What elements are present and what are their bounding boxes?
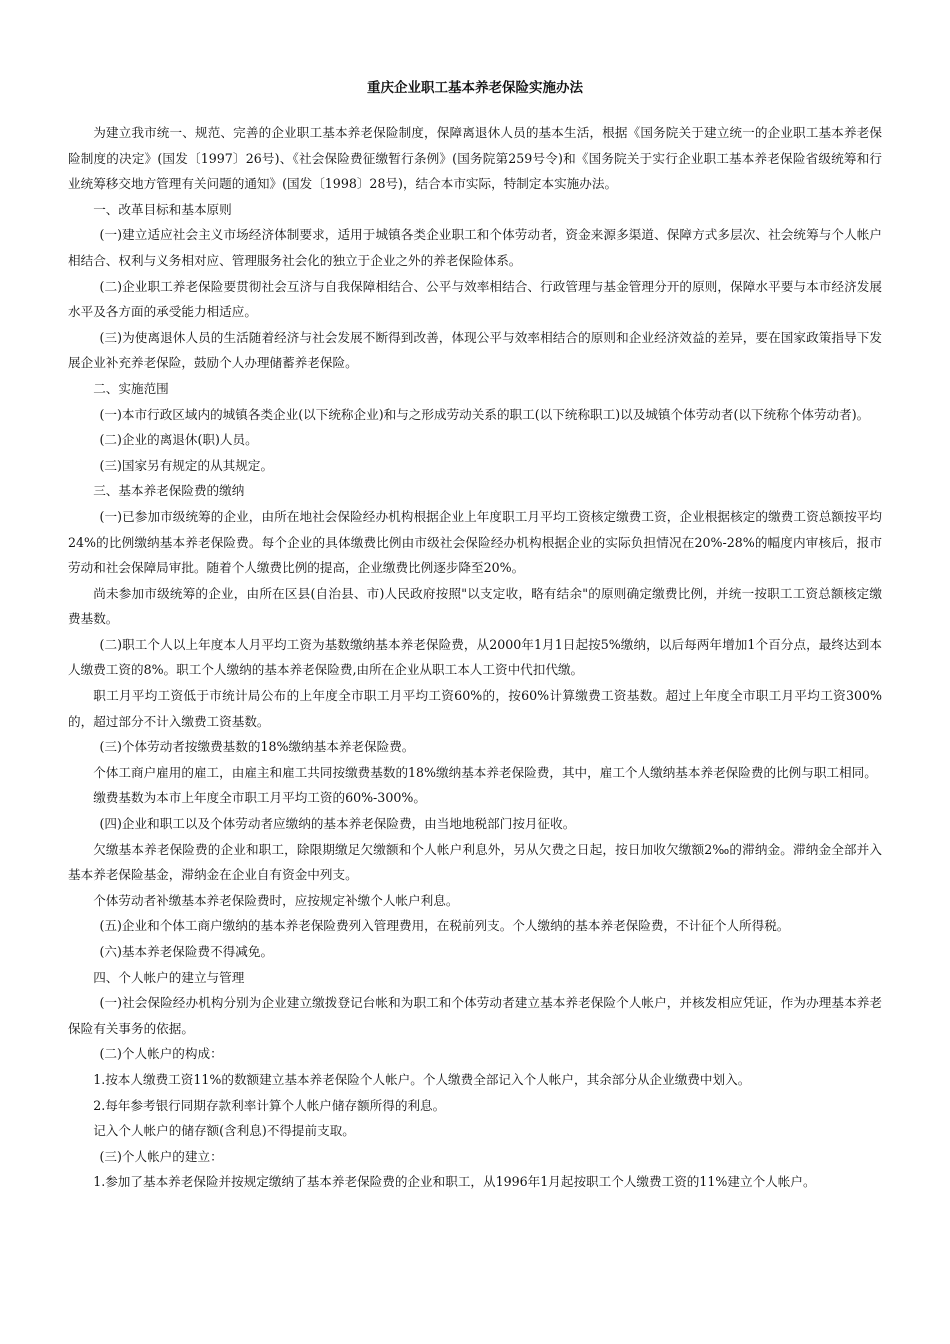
document-title: 重庆企业职工基本养老保险实施办法 — [367, 80, 583, 96]
paragraph: 一、改革目标和基本原则 — [93, 201, 232, 217]
paragraph: 欠缴基本养老保险费的企业和职工，除限期缴足欠缴额和个人帐户利息外，另从欠费之日起，按日加收欠缴额2‰的滞纳金。滞纳金全部并入基本养老保险基金，滞纳金在企业自有资金中列支。 — [68, 841, 882, 883]
paragraph: (三)个人帐户的建立： — [99, 1148, 223, 1164]
paragraph: 四、个人帐户的建立与管理 — [93, 969, 245, 985]
paragraph: (一)社会保险经办机构分别为企业建立缴拨登记台帐和为职工和个体劳动者建立基本养老保险个人帐户，并核发相应凭证，作为办理基本养老保险有关事务的依据。 — [68, 995, 882, 1036]
paragraph: 1.参加了基本养老保险并按规定缴纳了基本养老保险费的企业和职工，从1996年1月起按职工个人缴费工资的11%建立个人帐户。 — [93, 1174, 816, 1190]
paragraph: 为建立我市统一、规范、完善的企业职工基本养老保险制度，保障离退休人员的基本生活，根据《国务院关于建立统一的企业职工基本养老保险制度的决定》(国发〔1997〕26号)、《社会保险费征缴暂行条例》(国务院第259号令)和《国务院关于实行企业职工基本养老保险省级统筹和行业统筹移交地方管理有关问题的通知》(国发〔1998〕28号)，结合本市实际，特制定本实施办法。 — [68, 125, 882, 192]
paragraph: 三、基本养老保险费的缴纳 — [93, 483, 245, 499]
paragraph: 缴费基数为本市上年度全市职工月平均工资的60%-300%。 — [93, 790, 426, 806]
paragraph: (五)企业和个体工商户缴纳的基本养老保险费列入管理费用，在税前列支。个人缴纳的基本养老保险费，不计征个人所得税。 — [99, 918, 790, 934]
paragraph: (三)国家另有规定的从其规定。 — [99, 457, 274, 473]
paragraph: 职工月平均工资低于市统计局公布的上年度全市职工月平均工资60%的，按60%计算缴费工资基数。超过上年度全市职工月平均工资300%的，超过部分不计入缴费工资基数。 — [68, 688, 882, 729]
paragraph: (二)职工个人以上年度本人月平均工资为基数缴纳基本养老保险费，从2000年1月1日起按5%缴纳，以后每两年增加1个百分点，最终达到本人缴费工资的8%。职工个人缴纳的基本养老保险费,由所在企业从职工本人工资中代扣代缴。 — [68, 636, 882, 678]
paragraph: 记入个人帐户的储存额(含利息)不得提前支取。 — [93, 1123, 355, 1139]
document-body — [68, 120, 882, 1195]
paragraph: (一)已参加市级统筹的企业，由所在地社会保险经办机构根据企业上年度职工月平均工资核定缴费工资，企业根据核定的缴费工资总额按平均24%的比例缴纳基本养老保险费。每个企业的具体缴费比例由市级社会保险经办机构根据企业的实际负担情况在20%-28%的幅度内审核后，报市劳动和社会保障局审批。随着个人缴费比例的提高，企业缴费比例逐步降至20%。 — [68, 508, 882, 576]
paragraph: (二)个人帐户的构成： — [99, 1046, 223, 1062]
paragraph: (三)为使离退休人员的生活随着经济与社会发展不断得到改善，体现公平与效率相结合的原则和企业经济效益的差异，要在国家政策指导下发展企业补充养老保险，鼓励个人办理储蓄养老保险。 — [68, 329, 882, 371]
paragraph: (二)企业职工养老保险要贯彻社会互济与自我保障相结合、公平与效率相结合、行政管理与基金管理分开的原则，保障水平要与本市经济发展水平及各方面的承受能力相适应。 — [68, 278, 882, 320]
paragraph: 个体工商户雇用的雇工，由雇主和雇工共同按缴费基数的18%缴纳基本养老保险费，其中，雇工个人缴纳基本养老保险费的比例与职工相同。 — [93, 764, 877, 780]
paragraph: (一)建立适应社会主义市场经济体制要求，适用于城镇各类企业职工和个体劳动者，资金来源多渠道、保障方式多层次、社会统筹与个人帐户相结合、权利与义务相对应、管理服务社会化的独立于企业之外的养老保险体系。 — [68, 227, 882, 268]
paragraph: 1.按本人缴费工资11%的数额建立基本养老保险个人帐户。个人缴费全部记入个人帐户，其余部分从企业缴费中划入。 — [93, 1071, 751, 1087]
paragraph: (六)基本养老保险费不得减免。 — [99, 944, 274, 959]
paragraph: 二、实施范围 — [93, 380, 169, 396]
paragraph: (一)本市行政区域内的城镇各类企业(以下统称企业)和与之形成劳动关系的职工(以下统称职工)以及城镇个体劳动者(以下统称个体劳动者)。 — [99, 406, 870, 422]
paragraph: (二)企业的离退休(职)人员。 — [99, 432, 258, 448]
paragraph: 个体劳动者补缴基本养老保险费时，应按规定补缴个人帐户利息。 — [93, 892, 459, 908]
paragraph: (三)个体劳动者按缴费基数的18%缴纳基本养老保险费。 — [99, 739, 415, 755]
paragraph: 尚未参加市级统筹的企业，由所在区县(自治县、市)人民政府按照"以支定收，略有结余"的原则确定缴费比例，并统一按职工工资总额核定缴费基数。 — [68, 585, 882, 627]
paragraph: 2.每年参考银行同期存款利率计算个人帐户储存额所得的利息。 — [93, 1097, 446, 1113]
paragraph: (四)企业和职工以及个体劳动者应缴纳的基本养老保险费，由当地地税部门按月征收。 — [99, 816, 576, 832]
